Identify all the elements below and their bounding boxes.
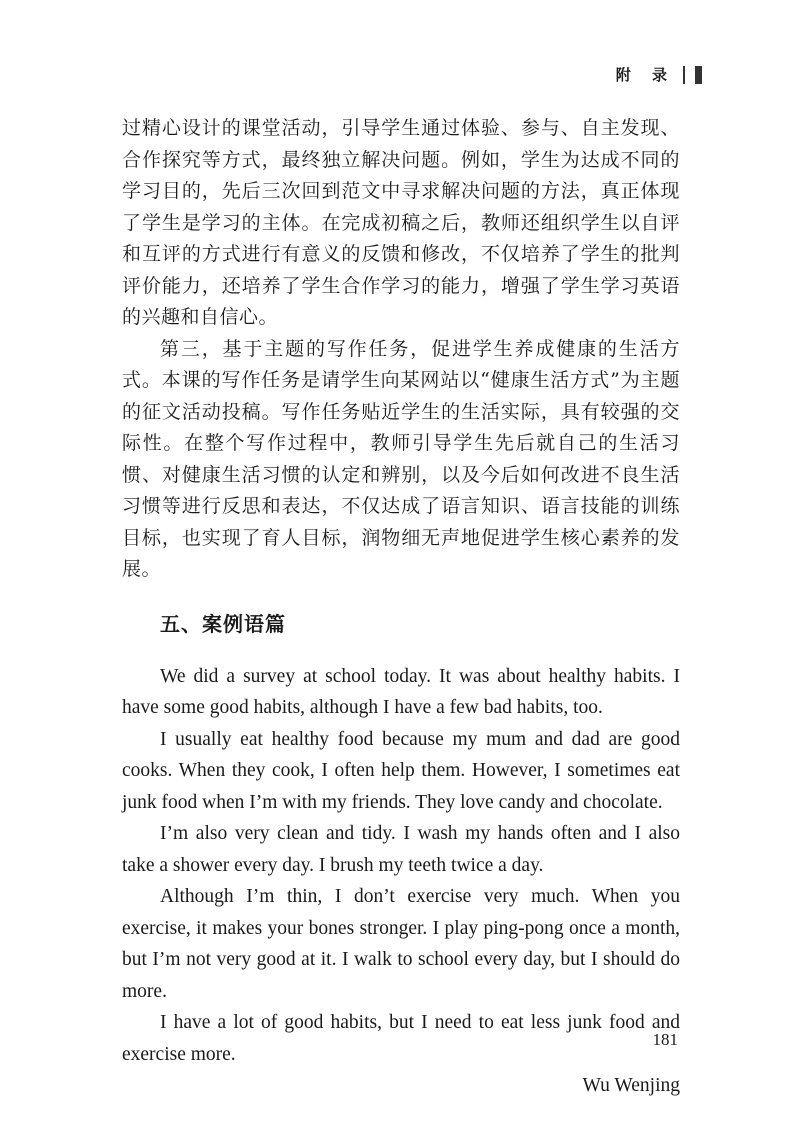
page-body [122, 113, 680, 1102]
chinese-paragraph-2: 第三，基于主题的写作任务，促进学生养成健康的生活方式。本课的写作任务是请学生向某网站以“健康生活方式”为主题的征文活动投稿。写作任务贴近学生的生活实际，具有较强的交际性。在整个写作过程中，教师引导学生先后就自己的生活习惯、对健康生活习惯的认定和辨别，以及今后如何改进不良生活习惯等进行反思和表达，不仅达成了语言知识、语言技能的训练目标，也实现了育人目标，润物细无声地促进学生核心素养的发展。 [122, 337, 680, 580]
english-paragraph-4: Although I’m thin, I don’t exercise very much. When you exercise, it makes your bones stronger. I play ping-pong once a month, but I’m not very good at it. I walk to school every day, but I should do more. [122, 886, 680, 1002]
english-paragraph-2: I usually eat healthy food because my mum and dad are good cooks. When they cook, I often help them. However, I sometimes eat junk food when I’m with my friends. They love candy and chocolate. [122, 728, 680, 813]
page-number: 181 [652, 1030, 678, 1049]
english-paragraph-1: We did a survey at school today. It was about healthy habits. I have some good habits, although I have a few bad habits, too. [122, 665, 680, 718]
running-head [616, 64, 702, 85]
section-heading: 五、案例语篇 [160, 611, 286, 636]
english-paragraph-5: I have a lot of good habits, but I need to eat less junk food and exercise more. [122, 1012, 680, 1065]
author-signature: Wu Wenjing [582, 1075, 680, 1096]
case-text [122, 661, 680, 1102]
chinese-paragraph-1: 过精心设计的课堂活动，引导学生通过体验、参与、自主发现、合作探究等方式，最终独立解决问题。例如，学生为达成不同的学习目的，先后三次回到范文中寻求解决问题的方法，真正体现了学生是学习的主体。在完成初稿之后，教师还组织学生以自评和互评的方式进行有意义的反馈和修改，不仅培养了学生的批判评价能力，还培养了学生合作学习的能力，增强了学生学习英语的兴趣和自信心。 [122, 117, 680, 328]
header-divider-thin [683, 66, 685, 84]
english-paragraph-3: I’m also very clean and tidy. I wash my hands often and I also take a shower every day. I brush my teeth twice a day. [122, 823, 680, 876]
header-divider-bar [695, 66, 702, 84]
section-label: 附 录 [615, 66, 675, 84]
